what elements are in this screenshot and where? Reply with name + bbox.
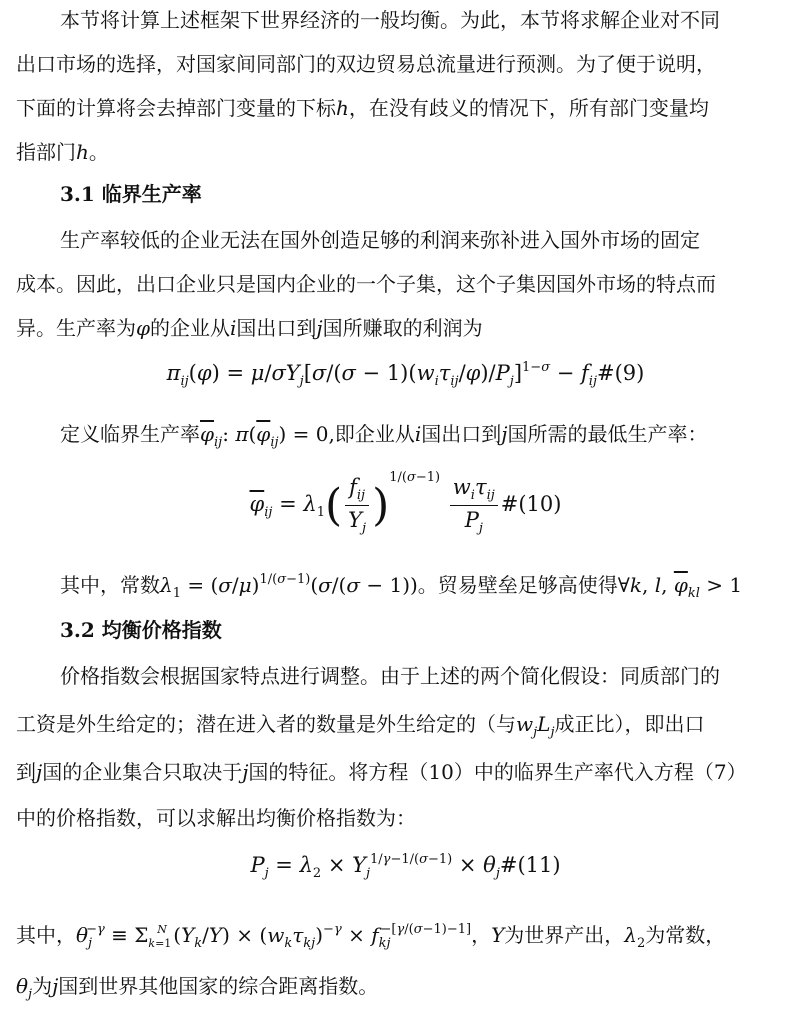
- equation-10: $\overline{\varphi}_{ij} = \lambda_1$( $\frac{f_{ij}}{Y_j}$ )$^{1/(\sigma-1)}$ $\frac{w_i\tau_{ij}}{P_j}$ #(10): [249, 470, 562, 536]
- para2-line2: 成本。因此，出口企业只是国内企业的一个子集，这个子集因国外市场的特点而: [16, 272, 716, 296]
- para3-line1: 定义临界生产率$\overline{\varphi}_{ij}$: $\pi(\overline{\varphi}_{ij}) = 0$,即企业从i国出口到j国所需的最低生产率：: [60, 422, 708, 450]
- para6-line1: 其中，$\theta_j^{-\gamma} \equiv \Sigma_{k=1}^N$ $(Y_k/Y) \times (w_k\tau_{kj})^{-\gamma} \times f_{kj}^{-[\gamma/(\sigma-1)-1]}$，Y为世界产出，$\lambda_2$为常数，: [16, 922, 726, 951]
- section-heading-3-2: 3.2 均衡价格指数: [60, 618, 222, 642]
- para5-line4: 中的价格指数，可以求解出均衡价格指数为：: [16, 806, 416, 830]
- para1-line1: 本节将计算上述框架下世界经济的一般均衡。为此，本节将求解企业对不同: [60, 8, 720, 32]
- para2-line3: 异。生产率为φ的企业从i国出口到j国所赚取的利润为: [16, 316, 483, 340]
- para6-line2: $\theta_j$为j国到世界其他国家的综合距离指数。: [16, 974, 379, 1002]
- para2-line1: 生产率较低的企业无法在国外创造足够的利润来弥补进入国外市场的固定: [60, 228, 700, 252]
- para5-line2: 工资是外生给定的；潜在进入者的数量是外生给定的（与$w_jL_j$成正比），即出口: [16, 712, 705, 740]
- para5-line3: 到j国的企业集合只取决于j国的特征。将方程（10）中的临界生产率代入方程（7）: [16, 760, 747, 784]
- para1-line4: 指部门h。: [16, 140, 109, 164]
- para4-line1: 其中，常数$\lambda_1 = (\sigma/\mu)^{1/(\sigma-1)}(\sigma/(\sigma - 1))$。贸易壁垒足够高使得∀k, l, $\overline{\varphi}_{kl} > 1$: [60, 572, 743, 601]
- section-heading-3-1: 3.1 临界生产率: [60, 182, 202, 206]
- para5-line1: 价格指数会根据国家特点进行调整。由于上述的两个简化假设：同质部门的: [60, 664, 720, 688]
- para1-line3: 下面的计算将会去掉部门变量的下标h，在没有歧义的情况下，所有部门变量均: [16, 96, 709, 120]
- equation-9: $\pi_{ij}(\varphi) = \mu/\sigma Y_j[\sigma/(\sigma - 1)(w_i\tau_{ij}/\varphi)/P_j]^{1-\sigma}$ − $f_{ij}\#(9)$: [166, 360, 645, 389]
- para1-line2: 出口市场的选择，对国家间同部门的双边贸易总流量进行预测。为了便于说明，: [16, 52, 716, 76]
- equation-11: $P_j = \lambda_2 \times Y_j^{1/\gamma-1/(\sigma-1)}$ × $\theta_j\#(11)$: [250, 852, 561, 881]
